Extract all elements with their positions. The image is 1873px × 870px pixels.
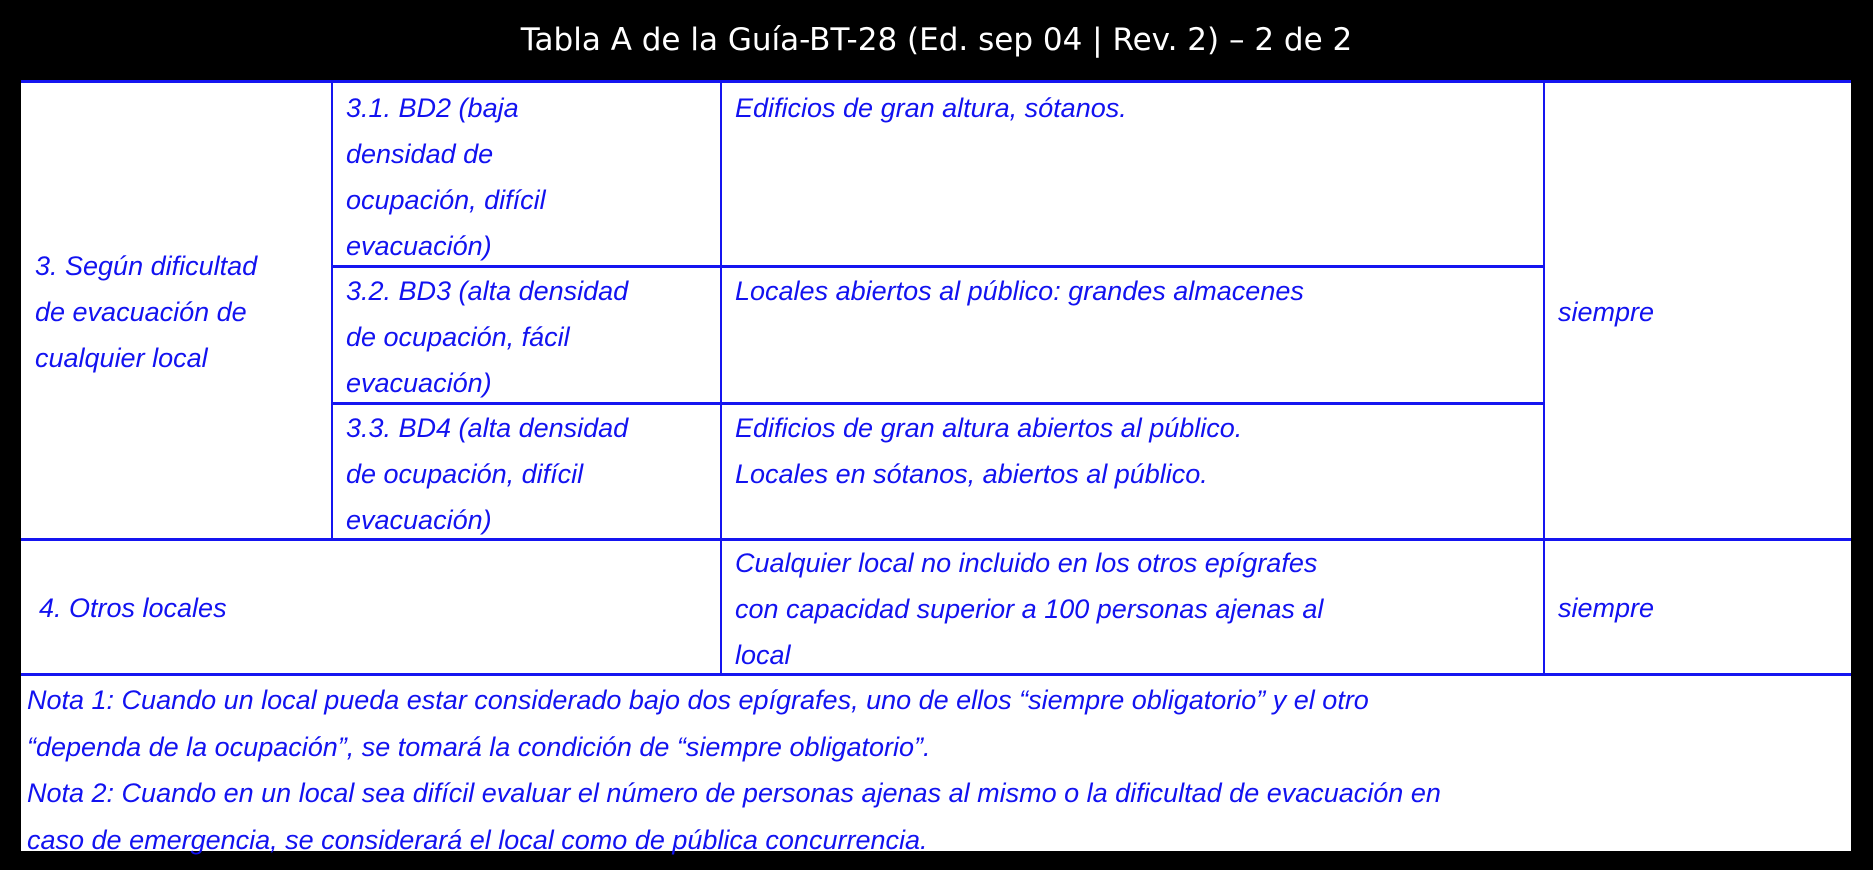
group4-obligation — [1544, 540, 1851, 675]
group3-label-line: cualquier local — [35, 342, 208, 373]
obligation-value: siempre — [1558, 592, 1655, 623]
code-line: 3.2. BD3 (alta densidad — [346, 276, 629, 306]
divider — [332, 402, 1544, 405]
group3-obligation — [1544, 83, 1851, 540]
group3-label-line: 3. Según dificultad — [35, 250, 258, 281]
code-line: evacuación) — [346, 505, 492, 535]
divider — [331, 83, 333, 540]
divider — [21, 538, 1851, 541]
code-line: ocupación, difícil — [346, 185, 546, 215]
subrow-3-1-examples — [721, 83, 1544, 266]
code-line: evacuación) — [346, 368, 492, 398]
examples-line: Edificios de gran altura, sótanos. — [735, 93, 1127, 123]
note-line: “dependa de la ocupación”, se tomará la condición de “siempre obligatorio”. — [27, 731, 931, 762]
divider — [332, 265, 1544, 268]
divider — [720, 83, 722, 675]
group4-examples — [721, 540, 1544, 675]
divider — [1543, 83, 1545, 675]
note-line: Nota 1: Cuando un local pueda estar considerado bajo dos epígrafes, uno de ellos “siempre obligatorio” y el otro — [27, 685, 1369, 715]
examples-line: con capacidad superior a 100 personas ajenas al — [735, 594, 1324, 624]
code-line: de ocupación, difícil — [346, 459, 584, 489]
requirements-table — [21, 80, 1851, 855]
slide-title: Tabla A de la Guía-BT-28 (Ed. sep 04 | Rev. 2) – 2 de 2 — [520, 22, 1353, 58]
subrow-3-3-examples — [721, 403, 1544, 540]
divider — [21, 673, 1851, 676]
code-line: 3.3. BD4 (alta densidad — [346, 413, 629, 443]
group4-label-cell — [21, 540, 721, 675]
subrow-3-1-code — [332, 83, 721, 266]
group3-label-cell — [21, 83, 332, 540]
note-line: caso de emergencia, se considerará el local como de pública concurrencia. — [27, 824, 928, 855]
examples-line: Locales abiertos al público: grandes almacenes — [735, 276, 1304, 306]
code-line: de ocupación, fácil — [346, 322, 570, 352]
note-line: Nota 2: Cuando en un local sea difícil evaluar el número de personas ajenas al mismo o la dificultad de evacuación en — [27, 778, 1441, 808]
examples-line: Locales en sótanos, abiertos al público. — [735, 459, 1208, 489]
group4-label: 4. Otros locales — [39, 592, 227, 623]
subrow-3-2-code — [332, 266, 721, 403]
code-line: 3.1. BD2 (baja — [346, 93, 519, 123]
obligation-value: siempre — [1558, 296, 1655, 327]
code-line: evacuación) — [346, 231, 492, 261]
examples-line: Edificios de gran altura abiertos al público. — [735, 413, 1243, 443]
examples-line: local — [735, 640, 791, 670]
notes — [21, 677, 1851, 855]
subrow-3-3-code — [332, 403, 721, 540]
code-line: densidad de — [346, 139, 494, 169]
group3-label-line: de evacuación de — [35, 296, 247, 327]
examples-line: Cualquier local no incluido en los otros epígrafes — [735, 548, 1318, 578]
subrow-3-2-examples — [721, 266, 1544, 403]
